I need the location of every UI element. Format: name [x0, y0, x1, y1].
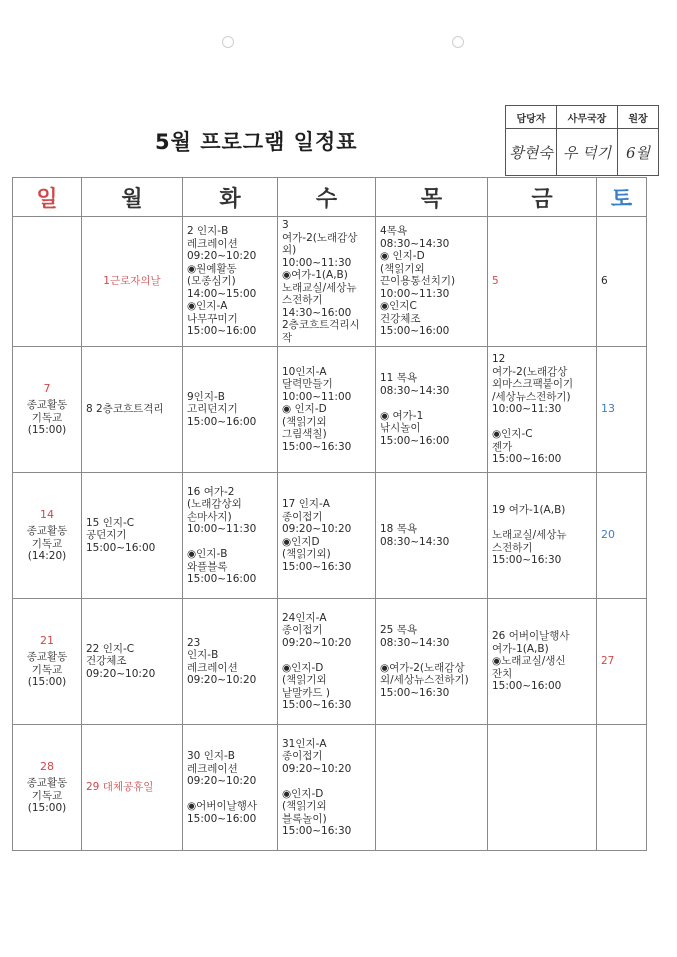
day-cell-fri: 12 여가-2(노래감상 외마스크팩붙이기 /세상뉴스전하기) 10:00~11:30 ◉인지-C 젠가 15:00~16:00: [488, 347, 597, 473]
day-cell-sun: [13, 725, 82, 851]
approval-header-director: 원장: [618, 106, 659, 129]
weekday-sun: 일: [13, 178, 82, 217]
day-cell-sat: 20: [597, 473, 647, 599]
day-number: 28: [40, 759, 54, 773]
day-cell-wed: 17 인지-A 종이접기 09:20~10:20 ◉인지D (책읽기외) 15:00~16:30: [278, 473, 376, 599]
approval-header-secretary: 사무국장: [557, 106, 618, 129]
day-cell-wed: 24인지-A 종이접기 09:20~10:20 ◉인지-D (책읽기외 낱말카드 ) 15:00~16:30: [278, 599, 376, 725]
day-cell-mon: 15 인지-C 공던지기 15:00~16:00: [82, 473, 183, 599]
schedule-calendar: [12, 177, 647, 851]
day-schedule: 종교활동 기독교 (15:00): [26, 651, 68, 688]
day-number: 21: [40, 633, 54, 647]
day-cell-sun: [13, 217, 82, 347]
week-row: [13, 347, 647, 473]
day-cell-tue: 23 인지-B 레크레이션 09:20~10:20: [183, 599, 278, 725]
signature-secretary: 우 덕기: [557, 129, 618, 176]
weekday-tue: 화: [183, 178, 278, 217]
week-row: [13, 725, 647, 851]
day-cell-tue: 30 인지-B 레크레이션 09:20~10:20 ◉어버이날행사 15:00~16:00: [183, 725, 278, 851]
approval-box: [505, 105, 659, 176]
day-cell-tue: 2 인지-B 레크레이션 09:20~10:20 ◉원예활동 (모종심기) 14:00~15:00 ◉인지-A 나무꾸미기 15:00~16:00: [183, 217, 278, 347]
day-cell-sun: [13, 599, 82, 725]
approval-header-manager: 담당자: [506, 106, 557, 129]
week-row: [13, 473, 647, 599]
day-cell-sun: [13, 473, 82, 599]
day-cell-mon: 8 2층코흐트격리: [82, 347, 183, 473]
signature-manager: 황현숙: [506, 129, 557, 176]
day-cell-mon: 22 인지-C 건강체조 09:20~10:20: [82, 599, 183, 725]
day-cell-wed: 31인지-A 종이접기 09:20~10:20 ◉인지-D (책읽기외 블록놀이) 15:00~16:30: [278, 725, 376, 851]
day-cell-thu: 25 목욕 08:30~14:30 ◉여가-2(노래감상 외/세상뉴스전하기) 15:00~16:30: [376, 599, 488, 725]
day-schedule: 종교활동 기독교 (15:00): [26, 777, 68, 814]
day-cell-fri: 5: [488, 217, 597, 347]
weekday-mon: 월: [82, 178, 183, 217]
day-cell-fri: 19 여가-1(A,B) 노래교실/세상뉴 스전하기 15:00~16:30: [488, 473, 597, 599]
day-cell-mon: 1근로자의날: [82, 217, 183, 347]
day-cell-sat: 27: [597, 599, 647, 725]
weekday-wed: 수: [278, 178, 376, 217]
weekday-header-row: [13, 178, 647, 217]
week-row: [13, 599, 647, 725]
day-number: 7: [43, 381, 51, 395]
punch-hole-mark: [452, 36, 464, 48]
day-cell-tue: 16 여가-2 (노래감상외 손마사지) 10:00~11:30 ◉인지-B 와플블록 15:00~16:00: [183, 473, 278, 599]
day-cell-wed: 3 여가-2(노래감상 외) 10:00~11:30 ◉여가-1(A,B) 노래교실/세상뉴 스전하기 14:30~16:00 2층코흐트걱리시 작: [278, 217, 376, 347]
day-cell-thu: [376, 725, 488, 851]
week-row: [13, 217, 647, 347]
weekday-fri: 금: [488, 178, 597, 217]
day-cell-thu: 4목욕 08:30~14:30 ◉ 인지-D (책읽기외 끈이용통선치기) 10:00~11:30 ◉인지C 건강체조 15:00~16:00: [376, 217, 488, 347]
day-number: 14: [40, 507, 54, 521]
day-cell-tue: 9인지-B 고리던지기 15:00~16:00: [183, 347, 278, 473]
day-cell-fri: [488, 725, 597, 851]
day-cell-sat: [597, 725, 647, 851]
day-cell-thu: 11 목욕 08:30~14:30 ◉ 여가-1 낚시놀이 15:00~16:00: [376, 347, 488, 473]
day-cell-wed: 10인지-A 달력만들기 10:00~11:00 ◉ 인지-D (책읽기외 그림색칠) 15:00~16:30: [278, 347, 376, 473]
day-cell-mon: 29 대체공휴일: [82, 725, 183, 851]
weekday-sat: 토: [597, 178, 647, 217]
day-cell-sat: 6: [597, 217, 647, 347]
day-cell-sun: [13, 347, 82, 473]
day-cell-fri: 26 어버이날행사 여가-1(A,B) ◉노래교실/생신 잔치 15:00~16:00: [488, 599, 597, 725]
day-cell-thu: 18 목욕 08:30~14:30: [376, 473, 488, 599]
day-cell-sat: 13: [597, 347, 647, 473]
day-schedule: 종교활동 기독교 (15:00): [26, 399, 68, 436]
page-title: 5월 프로그램 일정표: [155, 130, 358, 154]
day-schedule: 종교활동 기독교 (14:20): [26, 525, 68, 562]
weekday-thu: 목: [376, 178, 488, 217]
signature-director: 6월: [618, 129, 659, 176]
punch-hole-mark: [222, 36, 234, 48]
